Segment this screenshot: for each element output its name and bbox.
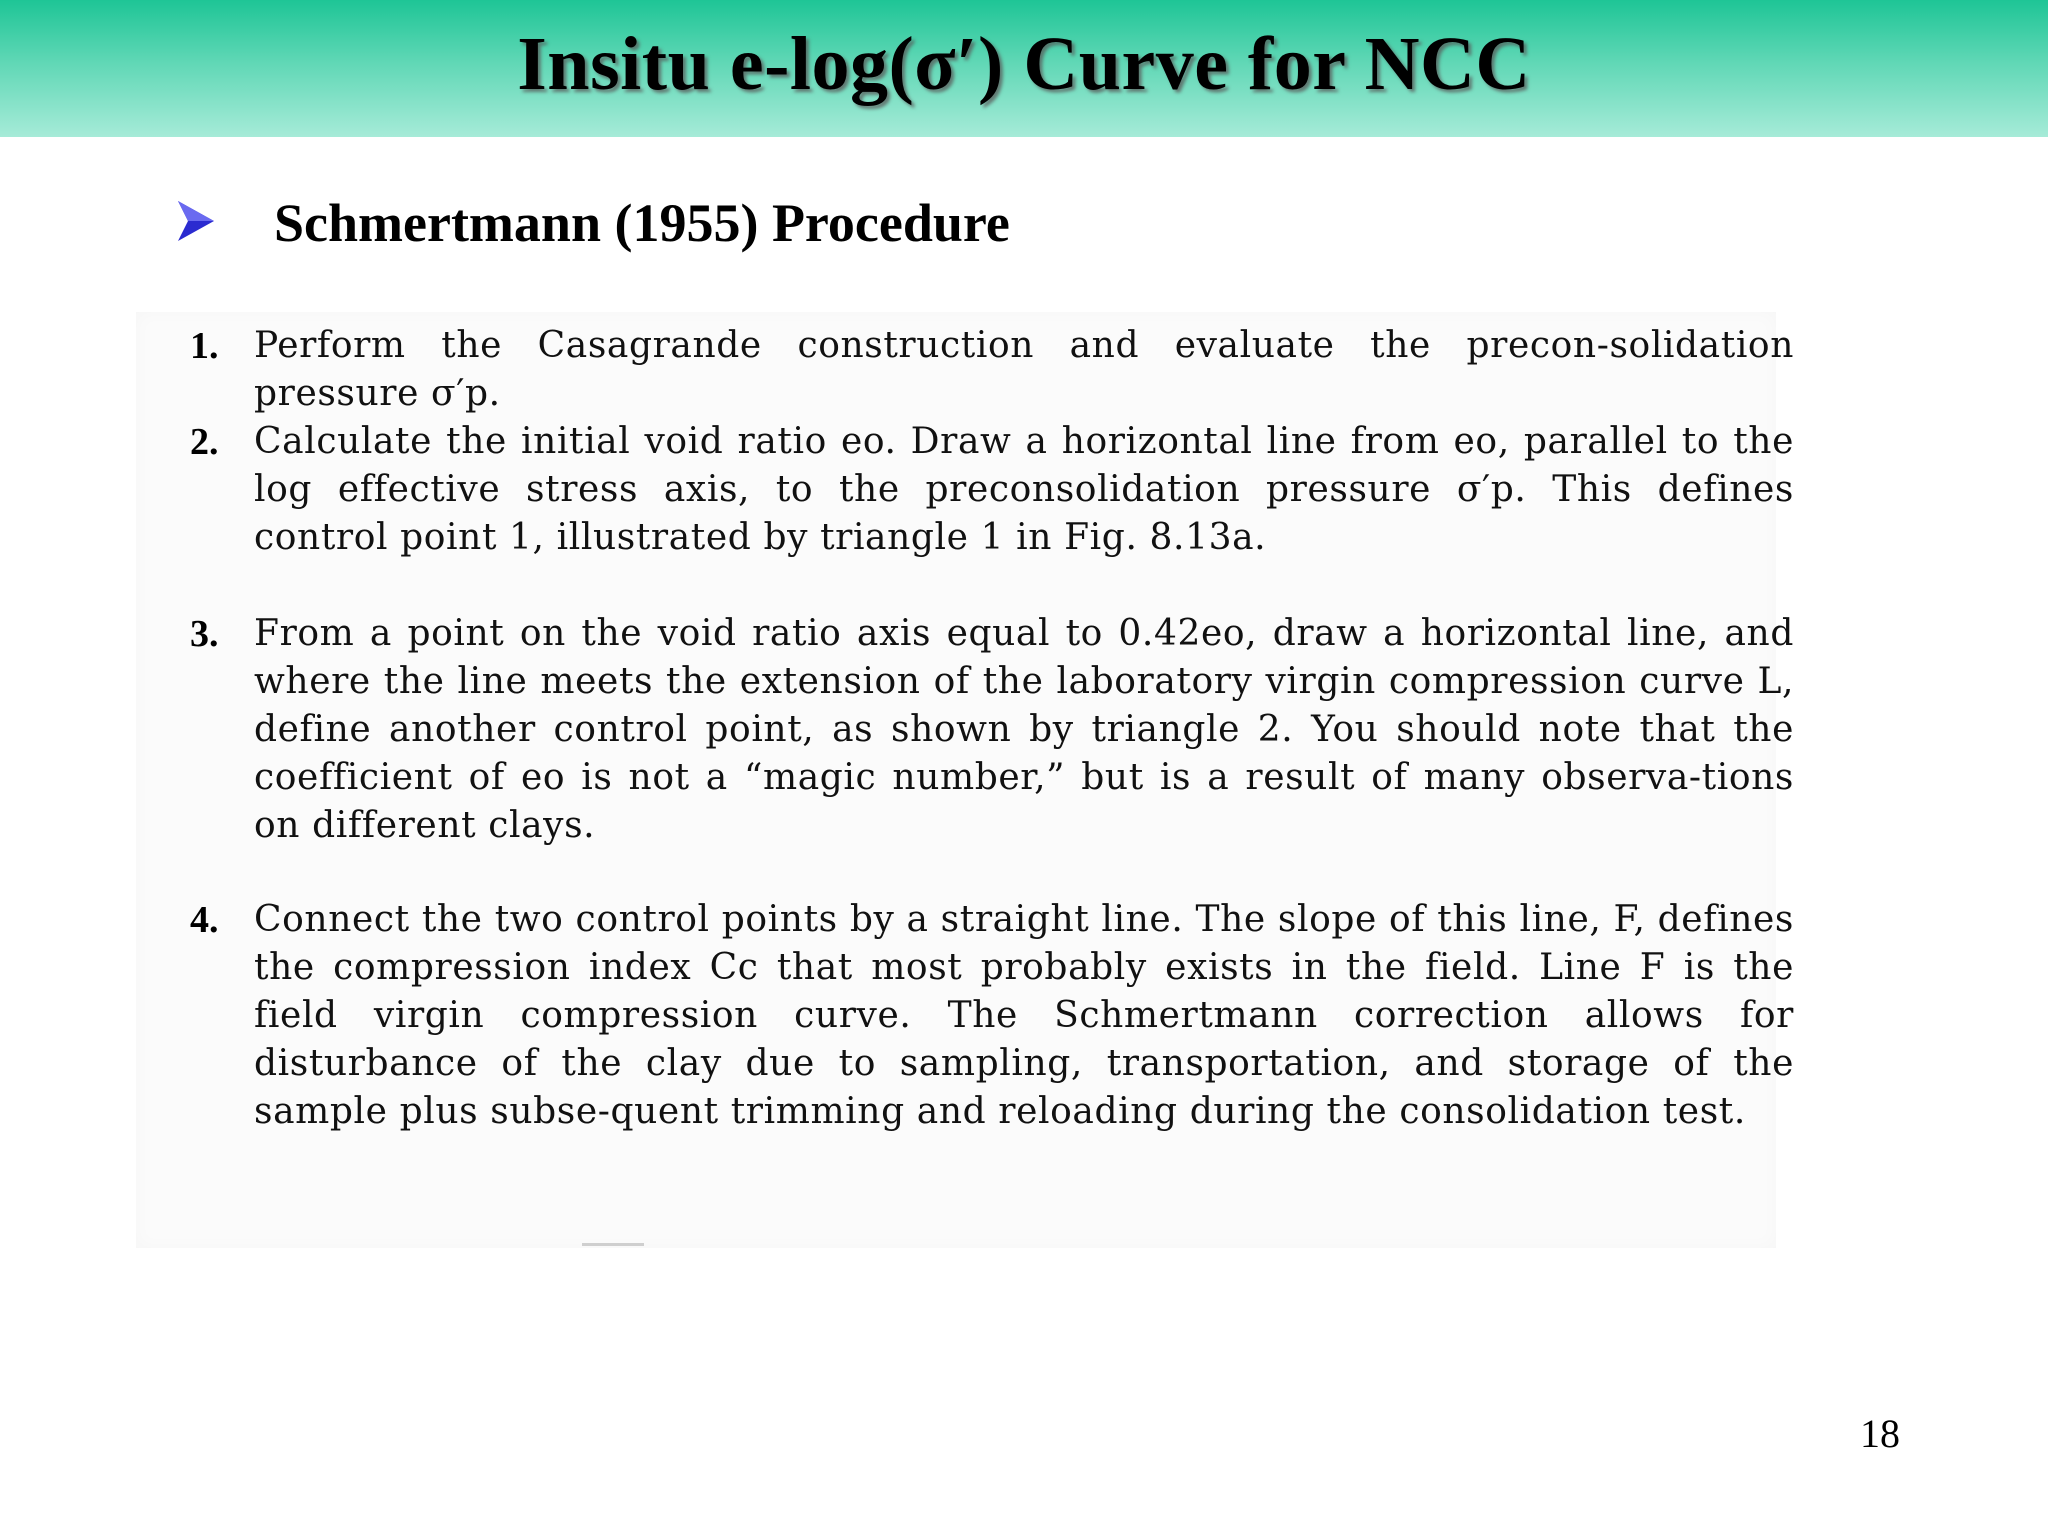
page-number: 18 <box>1860 1411 1900 1456</box>
step-number: 4. <box>190 899 219 941</box>
step-text: Connect the two control points by a straight line. The slope of this line, F, defines the compression index Cc that most probably exists in the field. Line F is the field virgin compression curve. The Schmertmann correction allows for disturbance of the clay due to sampling, transportation, and storage of the sample plus subse-quent trimming and reloading during the consolidation test. <box>254 899 1794 1132</box>
scanned-text-excerpt <box>136 312 1794 1248</box>
step-number: 2. <box>190 421 219 463</box>
step-text: Perform the Casagrande construction and evaluate the precon-solidation pressure σ′p. <box>254 325 1794 414</box>
step-number: 1. <box>190 325 219 367</box>
scan-artifact-mark <box>582 1243 644 1246</box>
step-text: Calculate the initial void ratio eo. Draw a horizontal line from eo, parallel to the log effective stress axis, to the preconsolidation pressure σ′p. This defines control point 1, illustrated by triangle 1 in Fig. 8.13a. <box>254 421 1794 558</box>
step-number: 3. <box>190 613 219 655</box>
slide-title: Insitu e-log(σ′) Curve for NCC <box>517 22 1531 106</box>
bullet-marker <box>176 186 216 256</box>
title-banner <box>0 0 2048 137</box>
procedure-heading: Schmertmann (1955) Procedure <box>274 193 1010 253</box>
step-text: From a point on the void ratio axis equal to 0.42eo, draw a horizontal line, and where the line meets the extension of the laboratory virgin compression curve L, define another control point, as shown by triangle 2. You should note that the coefficient of eo is not a “magic number,” but is a result of many observa-tions on different clays. <box>254 613 1794 846</box>
arrowhead-bullet-icon <box>176 199 216 243</box>
